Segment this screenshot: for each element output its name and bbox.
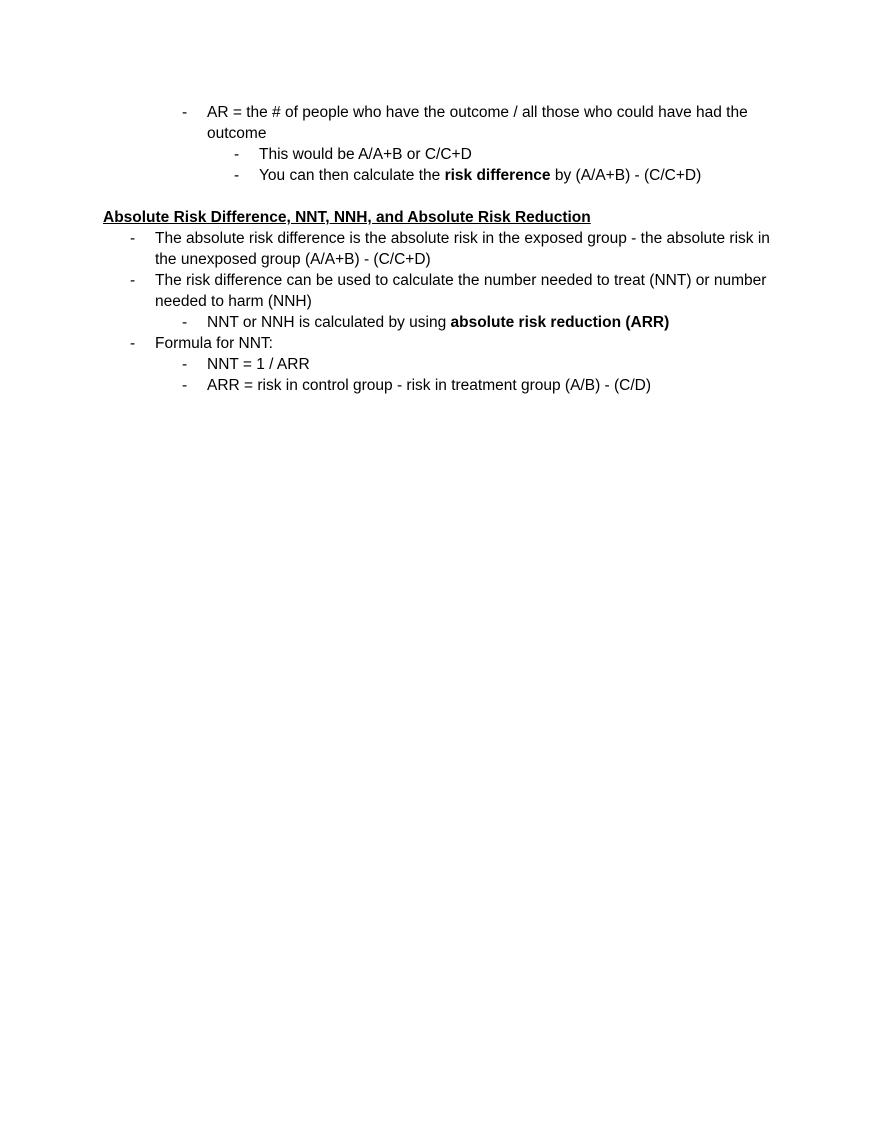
list-item-arr-formula (0, 375, 880, 396)
list-item-ar-definition (0, 102, 880, 144)
list-item-ar-formula (0, 144, 880, 165)
list-item-risk-difference (0, 165, 880, 186)
list-item-text: The risk difference can be used to calculate the number needed to treat (NNT) or number needed to harm (NNH) (155, 272, 767, 310)
list-item-nnt-formula (0, 354, 880, 375)
list-item-formula-heading (0, 333, 880, 354)
list-item-text: AR = the # of people who have the outcome / all those who could have had the outcome (207, 104, 748, 142)
list-item-text: Formula for NNT: (155, 335, 273, 352)
bullet-dash: - (182, 377, 188, 394)
list-item-text: ARR = risk in control group - risk in treatment group (A/B) - (C/D) (207, 377, 652, 394)
bold-term-arr: absolute risk reduction (ARR) (450, 314, 670, 331)
list-item-text: NNT = 1 / ARR (207, 356, 310, 373)
list-item-text (207, 312, 782, 333)
bullet-dash: - (130, 272, 136, 289)
bullet-dash: - (182, 356, 188, 373)
list-item-text: The absolute risk difference is the absolute risk in the exposed group - the absolute risk in the unexposed group (A/A+B) - (C/C+D) (155, 230, 770, 268)
list-item-text: This would be A/A+B or C/C+D (259, 146, 472, 163)
arr-bullet-list (0, 228, 880, 396)
bold-term-risk-difference: risk difference (444, 167, 551, 184)
list-item-nnt-nnh (0, 270, 880, 312)
bullet-dash: - (234, 167, 240, 184)
text-segment: NNT or NNH is calculated by using (207, 314, 451, 331)
list-item-text (259, 165, 779, 186)
text-segment: You can then calculate the (259, 167, 445, 184)
list-item-absolute-risk-difference (0, 228, 880, 270)
section-heading: Absolute Risk Difference, NNT, NNH, and Absolute Risk Reduction (103, 209, 591, 226)
bullet-dash: - (130, 230, 136, 247)
bullet-dash: - (182, 314, 188, 331)
bullet-dash: - (130, 335, 136, 352)
text-segment: by (A/A+B) - (C/C+D) (550, 167, 702, 184)
bullet-dash: - (234, 146, 240, 163)
bullet-dash: - (182, 104, 188, 121)
ar-bullet-list (0, 102, 880, 186)
list-item-arr-usage (0, 312, 880, 333)
